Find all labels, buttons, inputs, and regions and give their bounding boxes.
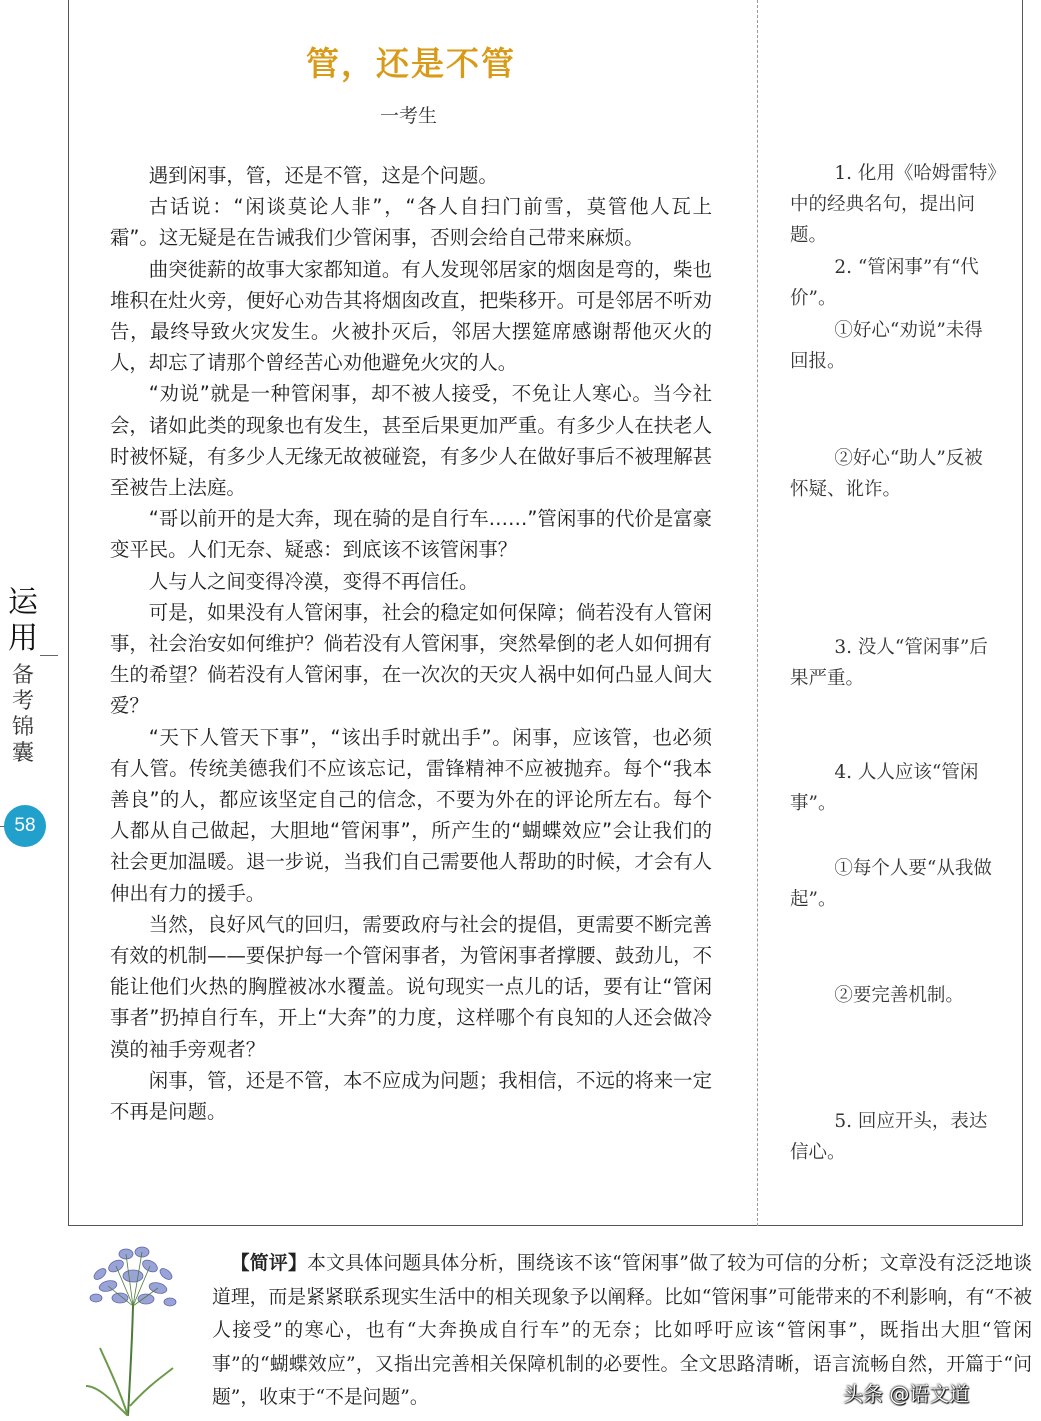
essay-paragraph: “哥以前开的是大奔，现在骑的是自行车……”管闲事的代价是富豪变平民。人们无奈、疑惑：到底该不该管闲事？: [110, 507, 712, 562]
margin-note: 2. “管闲事”有“代价”。: [790, 257, 979, 309]
margin-note: ②要完善机制。: [834, 985, 964, 1006]
essay-paragraph: 人与人之间变得冷漠，变得不再信任。: [148, 569, 479, 593]
watermark: 头条 @语文道: [843, 1382, 970, 1406]
margin-note: ①好心“劝说”未得回报。: [790, 320, 983, 372]
essay-paragraph: “劝说”就是一种管闲事，却不被人接受，不免让人寒心。当今社会，诸如此类的现象也有发生，甚至后果更加严重。有多少人在扶老人时被怀疑，有多少人无缘无故被碰瓷，有多少人在做好事后不被理解甚至被告上法庭。: [110, 382, 712, 500]
margin-note: 4. 人人应该“管闲事”。: [790, 762, 979, 814]
margin-note: 3. 没人“管闲事”后果严重。: [790, 637, 988, 689]
margin-note: ①每个人要“从我做起”。: [790, 858, 992, 910]
section-tab-rule: [40, 655, 58, 656]
essay-title: 管，还是不管: [306, 44, 516, 83]
editor-comment-text: 本文具体问题具体分析，围绕该不该“管闲事”做了较为可信的分析；文章没有泛泛地谈道理，而是紧紧联系现实生活中的相关现象予以阐释。比如“管闲事”可能带来的不利影响，有“不被人接受”的寒心，也有“大奔换成自行车”的无奈；比如呼吁应该“管闲事”，既指出大胆“管闲事”的“蝴蝶效应”，又指出完善相关保障机制的必要性。全文思路清晰，语言流畅自然，开篇于“问题”，收束于“不是问题”。: [212, 1253, 1032, 1408]
margin-note: 1. 化用《哈姆雷特》中的经典名句，提出问题。: [790, 163, 997, 246]
editor-comment-label: 【简评】: [230, 1253, 308, 1274]
margin-note: ②好心“助人”反被怀疑、讹诈。: [790, 448, 983, 500]
essay-paragraph: “天下人管天下事”，“该出手时就出手”。闲事，应该管，也必须有人管。传统美德我们不应该忘记，雷锋精神不应被抛弃。每个“我本善良”的人，都应该坚定自己的信念，不要为外在的评论所左右。每个人都从自己做起，大胆地“管闲事”，所产生的“蝴蝶效应”会让我们的社会更加温暖。退一步说，当我们自己需要他人帮助的时候，才会有人伸出有力的援手。: [110, 725, 712, 905]
essay-paragraph: 当然，良好风气的回归，需要政府与社会的提倡，更需要不断完善有效的机制——要保护每一个管闲事者，为管闲事者撑腰、鼓劲儿，不能让他们火热的胸膛被冰水覆盖。说句现实一点儿的话，要有让“管闲事者”扔掉自行车，开上“大奔”的力度，这样哪个有良知的人还会做冷漠的袖手旁观者？: [110, 912, 712, 1061]
section-tab-sub: 备考锦囊: [12, 663, 35, 766]
essay-paragraph: 遇到闲事，管，还是不管，这是个问题。: [148, 164, 498, 187]
page-number-badge: 58: [4, 805, 46, 847]
section-tab-main: 运用: [8, 585, 38, 656]
margin-note: 5. 回应开头，表达信心。: [790, 1111, 988, 1163]
essay-paragraph: 古话说：“闲谈莫论人非”，“各人自扫门前雪，莫管他人瓦上霜”。这无疑是在告诫我们少管闲事，否则会给自己带来麻烦。: [110, 195, 712, 250]
essay-body: [110, 160, 712, 1127]
essay-paragraph: 可是，如果没有人管闲事，社会的稳定如何保障；倘若没有人管闲事，社会治安如何维护？倘若没有人管闲事，突然晕倒的老人如何拥有生的希望？倘若没有人管闲事，在一次次的天灾人祸中如何凸显人间大爱？: [110, 600, 712, 718]
column-divider: [757, 0, 758, 1226]
agapanthus-flower-illustration: [78, 1236, 188, 1416]
essay-author: 一考生: [380, 105, 438, 127]
essay-paragraph: 曲突徙薪的故事大家都知道。有人发现邻居家的烟囱是弯的，柴也堆积在灶火旁，便好心劝告其将烟囱改直，把柴移开。可是邻居不听劝告，最终导致火灾发生。火被扑灭后，邻居大摆筵席感谢帮他灭火的人，却忘了请那个曾经苦心劝他避免火灾的人。: [110, 257, 712, 375]
essay-paragraph: 闲事，管，还是不管，本不应成为问题；我相信，不远的将来一定不再是问题。: [110, 1068, 712, 1124]
